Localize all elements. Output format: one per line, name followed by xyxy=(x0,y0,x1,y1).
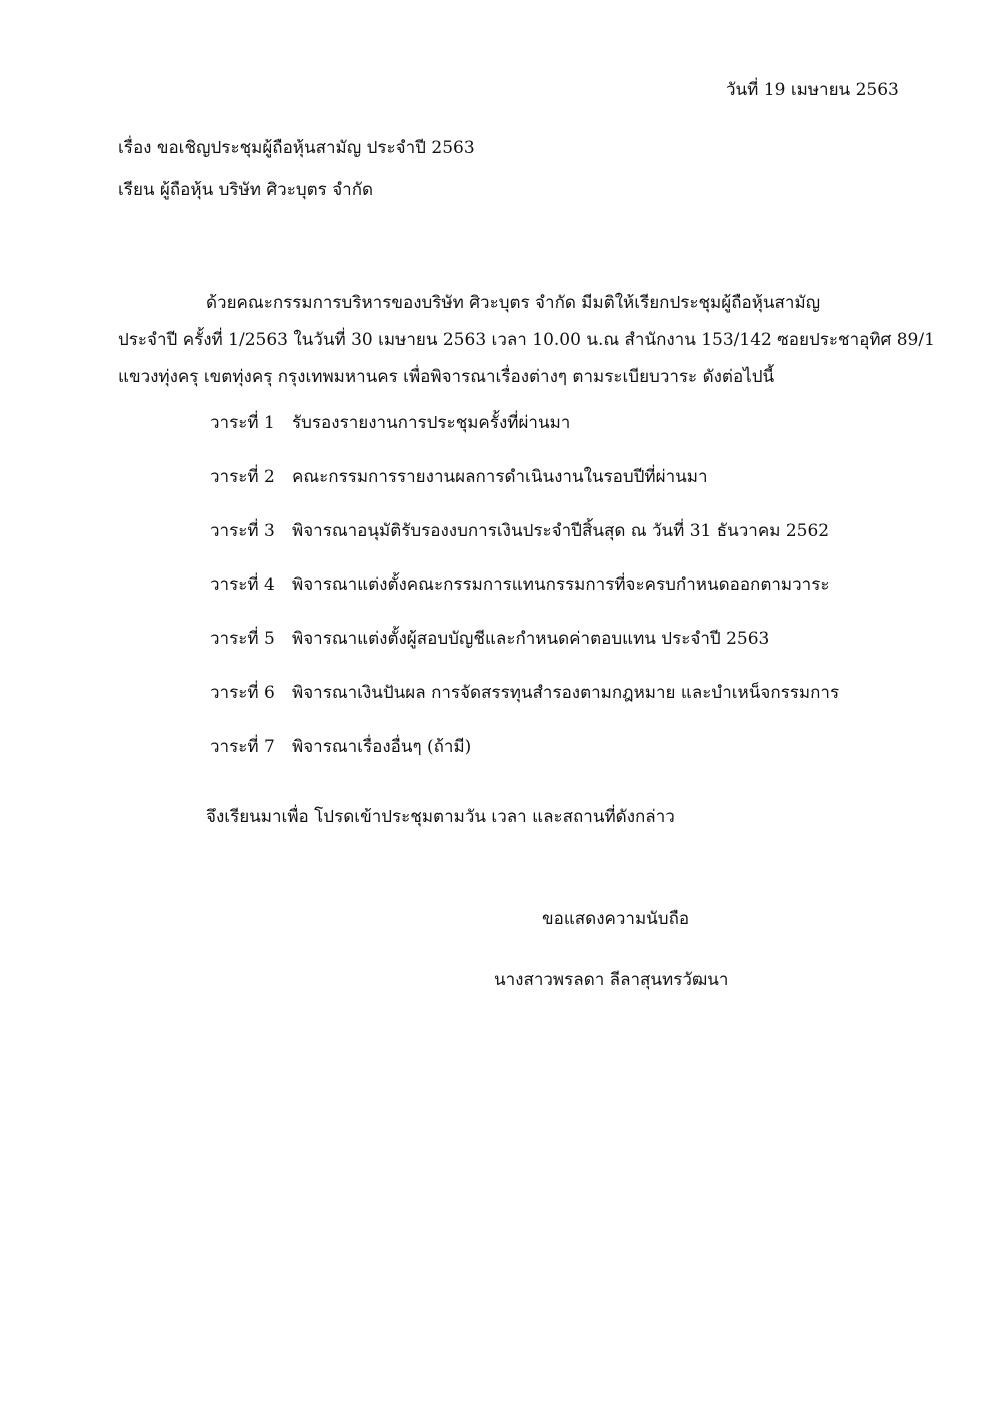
agenda-label: วาระที่ 4 xyxy=(210,575,275,595)
body-line-3: แขวงทุ่งครุ เขตทุ่งครุ กรุงเทพมหานคร เพื่อพิจารณาเรื่องต่างๆ ตามระเบียบวาระ ดังต่อไปนี้ xyxy=(118,367,775,387)
agenda-text: พิจารณาเรื่องอื่นๆ (ถ้ามี) xyxy=(292,737,472,757)
agenda-label: วาระที่ 3 xyxy=(210,521,275,541)
closing-line: จึงเรียนมาเพื่อ โปรดเข้าประชุมตามวัน เวลา และสถานที่ดังกล่าว xyxy=(206,807,675,827)
body-line-2: ประจำปี ครั้งที่ 1/2563 ในวันที่ 30 เมษายน 2563 เวลา 10.00 น.ณ สำนักงาน 153/142 ซอยประชาอุทิศ 89/1 xyxy=(118,330,935,350)
agenda-text: พิจารณาแต่งตั้งคณะกรรมการแทนกรรมการที่จะครบกำหนดออกตามวาระ xyxy=(292,575,830,595)
agenda-text: พิจารณาอนุมัติรับรองงบการเงินประจำปีสิ้นสุด ณ วันที่ 31 ธันวาคม 2562 xyxy=(292,521,830,541)
agenda-text: คณะกรรมการรายงานผลการดำเนินงานในรอบปีที่ผ่านมา xyxy=(292,467,708,487)
agenda-label: วาระที่ 5 xyxy=(210,629,275,649)
signer-name: นางสาวพรลดา ลีลาสุนทรวัฒนา xyxy=(494,970,729,990)
agenda-item-3 xyxy=(210,519,839,573)
agenda-text: พิจารณาเงินปันผล การจัดสรรทุนสำรองตามกฎหมาย และบำเหน็จกรรมการ xyxy=(292,683,840,703)
agenda-item-5 xyxy=(210,627,839,681)
agenda-label: วาระที่ 6 xyxy=(210,683,275,703)
agenda-label: วาระที่ 7 xyxy=(210,737,275,757)
agenda-item-4 xyxy=(210,573,839,627)
agenda-label: วาระที่ 1 xyxy=(210,413,275,433)
agenda-text: พิจารณาแต่งตั้งผู้สอบบัญชีและกำหนดค่าตอบแทน ประจำปี 2563 xyxy=(292,629,770,649)
letter-subject: เรื่อง ขอเชิญประชุมผู้ถือหุ้นสามัญ ประจำปี 2563 xyxy=(118,138,475,158)
letter-recipient: เรียน ผู้ถือหุ้น บริษัท ศิวะบุตร จำกัด xyxy=(118,180,374,200)
agenda-item-1 xyxy=(210,411,839,465)
body-line-1: ด้วยคณะกรรมการบริหารของบริษัท ศิวะบุตร จำกัด มีมติให้เรียกประชุมผู้ถือหุ้นสามัญ xyxy=(206,293,821,313)
agenda-item-7 xyxy=(210,735,839,789)
agenda-text: รับรองรายงานการประชุมครั้งที่ผ่านมา xyxy=(292,413,571,433)
agenda-item-2 xyxy=(210,465,839,519)
letter-date: วันที่ 19 เมษายน 2563 xyxy=(726,80,899,100)
regards-line: ขอแสดงความนับถือ xyxy=(542,909,690,929)
agenda-item-6 xyxy=(210,681,839,735)
agenda-list xyxy=(210,411,839,789)
agenda-label: วาระที่ 2 xyxy=(210,467,275,487)
